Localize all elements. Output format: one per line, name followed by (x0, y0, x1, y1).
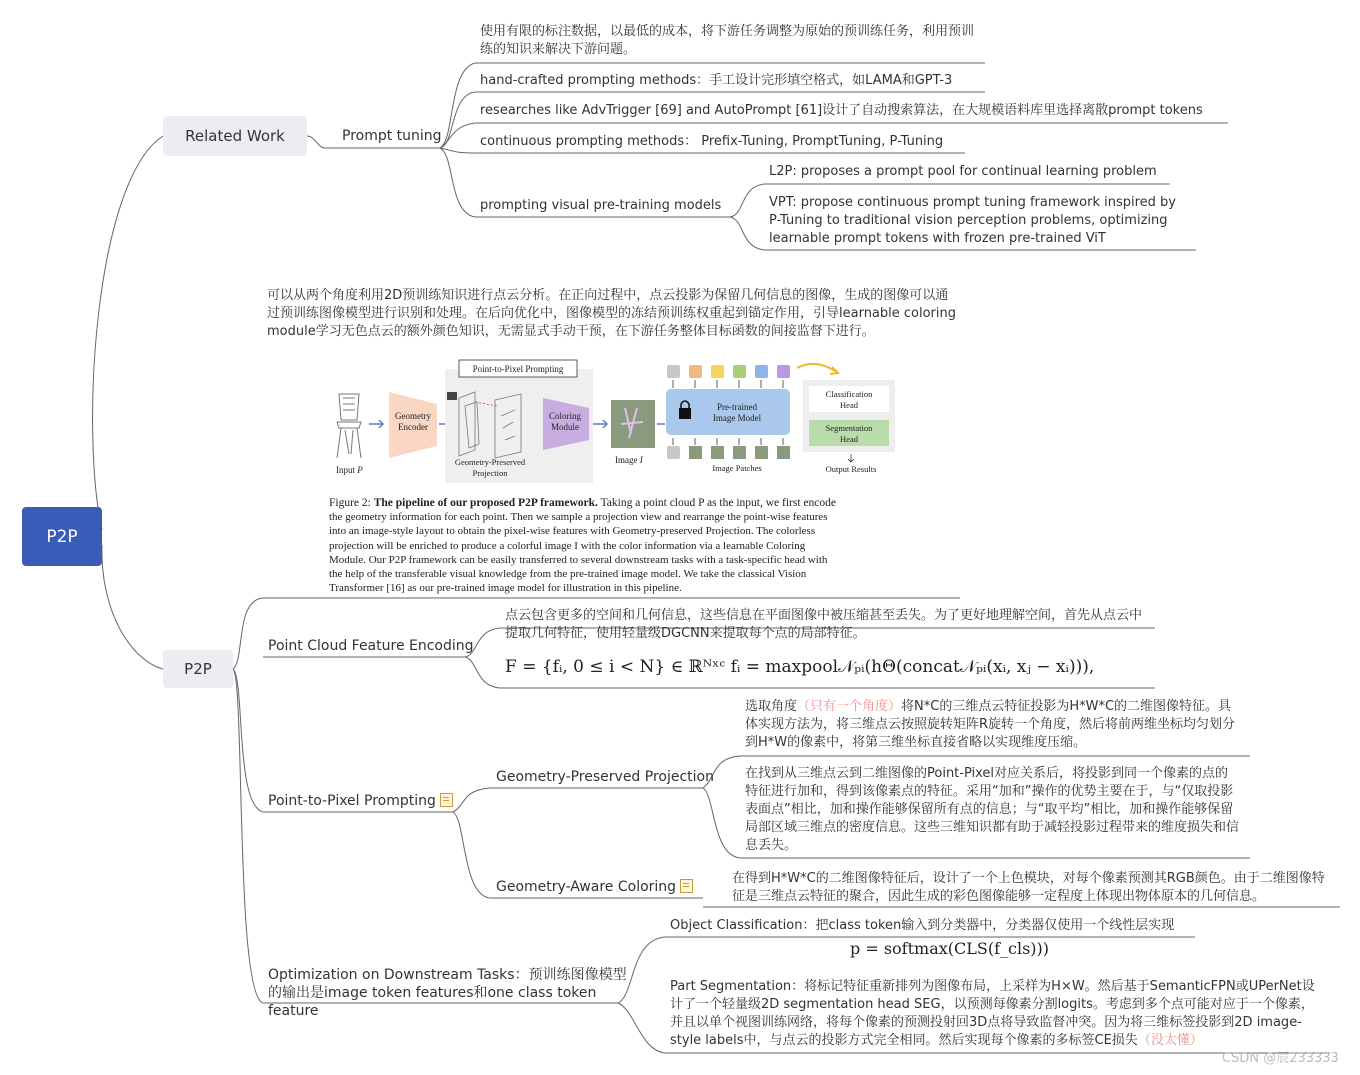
gac-topic[interactable]: Geometry-Aware Coloring (496, 878, 693, 896)
p2p-pipeline-figure (325, 358, 910, 490)
note-icon (440, 793, 453, 807)
gpp-text-2: 在找到从三维点云到二维图像的Point-Pixel对应关系后，将投影到同一个像素的点的特征进行加和，得到该像素点的特征。采用“加和”操作的优势主要在于，与“仅取投影表面点”相比，加和操作能够保留所有点的信息；与“取平均”相比，加和操作能够保留局部区域三维点的密度信息。这些三维知识都有助于减轻投影过程带来的维度损失和信息丢失。 (745, 766, 1240, 853)
p2p-node[interactable] (163, 650, 233, 688)
patches-label: Image Patches (712, 463, 762, 473)
encoding-text: 点云包含更多的空间和几何信息，这些信息在平面图像中被压缩甚至丢失。为了更好地理解空间，首先从点云中提取几何特征，使用轻量级DGCNN来提取每个点的局部特征。 (505, 608, 1143, 641)
classification-text: Object Classification：把class token输入到分类器中，分类器仅使用一个线性层实现 (670, 918, 1175, 933)
downstream-topic[interactable]: Optimization on Downstream Tasks：预训练图像模型的输出是image token features和one class token feature (268, 967, 627, 1019)
watermark: CSDN @辰233333 (1222, 1051, 1339, 1066)
root-label: P2P (46, 526, 78, 547)
svg-text:Segmentation: Segmentation (825, 423, 873, 433)
svg-text:Classification: Classification (825, 389, 873, 399)
related-work-label: Related Work (185, 127, 285, 145)
lock-icon (679, 408, 691, 419)
encoding-topic[interactable]: Point Cloud Feature Encoding (268, 638, 474, 654)
prompt-tuning-topic[interactable]: Prompt tuning (342, 128, 442, 144)
svg-text:Head: Head (840, 400, 858, 410)
p2p-node-label: P2P (184, 660, 212, 678)
output-tokens (667, 365, 790, 378)
image-label: Image I (615, 455, 643, 465)
geometry-encoder-label-2: Encoder (398, 422, 428, 432)
gpp-label-1: Geometry-Preserved (454, 457, 526, 467)
prompt-tuning-definition: 使用有限的标注数据，以最低的成本，将下游任务调整为原始的预训练任务，利用预训练的知识来解决下游问题。 (480, 24, 975, 57)
prompt-item-3: continuous prompting methods： Prefix-Tuning, PromptTuning, P-Tuning (480, 134, 944, 149)
encoding-formula: F = {fᵢ, 0 ≤ i < N} ∈ ℝᴺˣᶜ fᵢ = maxpool𝒩ₚᵢ(hΘ(concat𝒩ₚᵢ(xᵢ, xⱼ − xᵢ))), (505, 657, 1095, 677)
input-label: Input P (336, 465, 363, 475)
coloring-label-2: Module (551, 422, 579, 432)
vpt-text: VPT: propose continuous prompt tuning framework inspired by P-Tuning to traditional vision perception problems, optimizing learnable prompt tokens with frozen pre-trained ViT (769, 195, 1176, 246)
intro-text: 可以从两个角度利用2D预训练知识进行点云分析。在正向过程中，点云投影为保留几何信息的图像，生成的图像可以通过预训练图像模型进行识别和处理。在后向优化中，图像模型的冻结预训练权重起到锚定作用，引导learnable coloring module学习无色点云的额外颜色知识，无需显式手动干预，在下游任务整体目标函数的间接监督下进行。 (267, 288, 957, 339)
prompt-item-2: researches like AdvTrigger [69] and AutoPrompt [61]设计了自动搜索算法，在大规模语料库里选择离散prompt tokens (480, 103, 1203, 118)
visual-prompting-topic[interactable]: prompting visual pre-training models (480, 198, 722, 213)
coloring-label-1: Coloring (548, 411, 582, 421)
input-chair-image (337, 394, 361, 458)
pretrained-label-1: Pre-trained (717, 402, 757, 412)
gpp-text-1: 选取角度（只有一个角度）将N*C的三维点云特征投影为H*W*C的二维图像特征。具体实现方法为，将三维点云按照旋转矩阵R旋转一个角度，然后将前两维坐标均匀划分到H*W的像素中，将第三维坐标直接省略以实现维度压缩。 (745, 699, 1236, 750)
classification-formula: p = softmax(CLS(f_cls))) (850, 939, 1049, 958)
related-work-node[interactable] (163, 116, 307, 156)
prompting-topic[interactable]: Point-to-Pixel Prompting (268, 792, 453, 810)
pretrained-label-2: Image Model (712, 413, 762, 423)
gac-text: 在得到H*W*C的二维图像特征后，设计了一个上色模块，对每个像素预测其RGB颜色。由于二维图像特征是三维点云特征的聚合，因此生成的彩色图像能够一定程度上体现出物体原本的几何信息。 (732, 871, 1325, 904)
figure-caption: Figure 2: The pipeline of our proposed P2P framework. Taking a point cloud P as the input, we first encode the geometry information for each point. Then we sample a projection view and rearrange the point-wise features into an image-style layout to obtain the pixel-wise features with Geometry-preserved Projection. The colorless projection will be enriched to produce a colorful image I with the color information via a learnable Coloring Module. Our P2P framework can be easily transferred to several downstream tasks with a task-specific head with the help of the transferable visual knowledge from the pre-trained image model. We take the classical Vision Transformer [16] as our pre-trained image model for illustration in this pipeline. (329, 497, 836, 595)
segmentation-text: Part Segmentation：将标记特征重新排列为图像布局，上采样为H×W。然后基于SemanticFPN或UPerNet设计了一个轻量级2D segmentation head SEG，以预测每像素分割logits。考虑到多个点可能对应于一个像素，并且以单个视图训练网络，将每个像素的预测投射回3D点将导致监督冲突。因为将三维标签投影到2D image-style labels中，与点云的投影方式完全相同。然后实现每个像素的多标签CE损失（没太懂） (670, 979, 1315, 1048)
note-icon (680, 879, 693, 893)
gpp-topic[interactable]: Geometry-Preserved Projection (496, 769, 714, 785)
l2p-text: L2P: proposes a prompt pool for continual learning problem (769, 164, 1157, 179)
geometry-encoder-label-1: Geometry (395, 411, 431, 421)
svg-text:Head: Head (840, 434, 858, 444)
p2p-prompting-title: Point-to-Pixel Prompting (472, 364, 564, 374)
output-label: Output Results (825, 464, 877, 474)
gpp-label-2: Projection (472, 468, 508, 478)
root-node[interactable] (22, 507, 102, 566)
image-patches (667, 446, 790, 459)
prompt-item-1: hand-crafted prompting methods：手工设计完形填空格式，如LAMA和GPT-3 (480, 73, 953, 88)
